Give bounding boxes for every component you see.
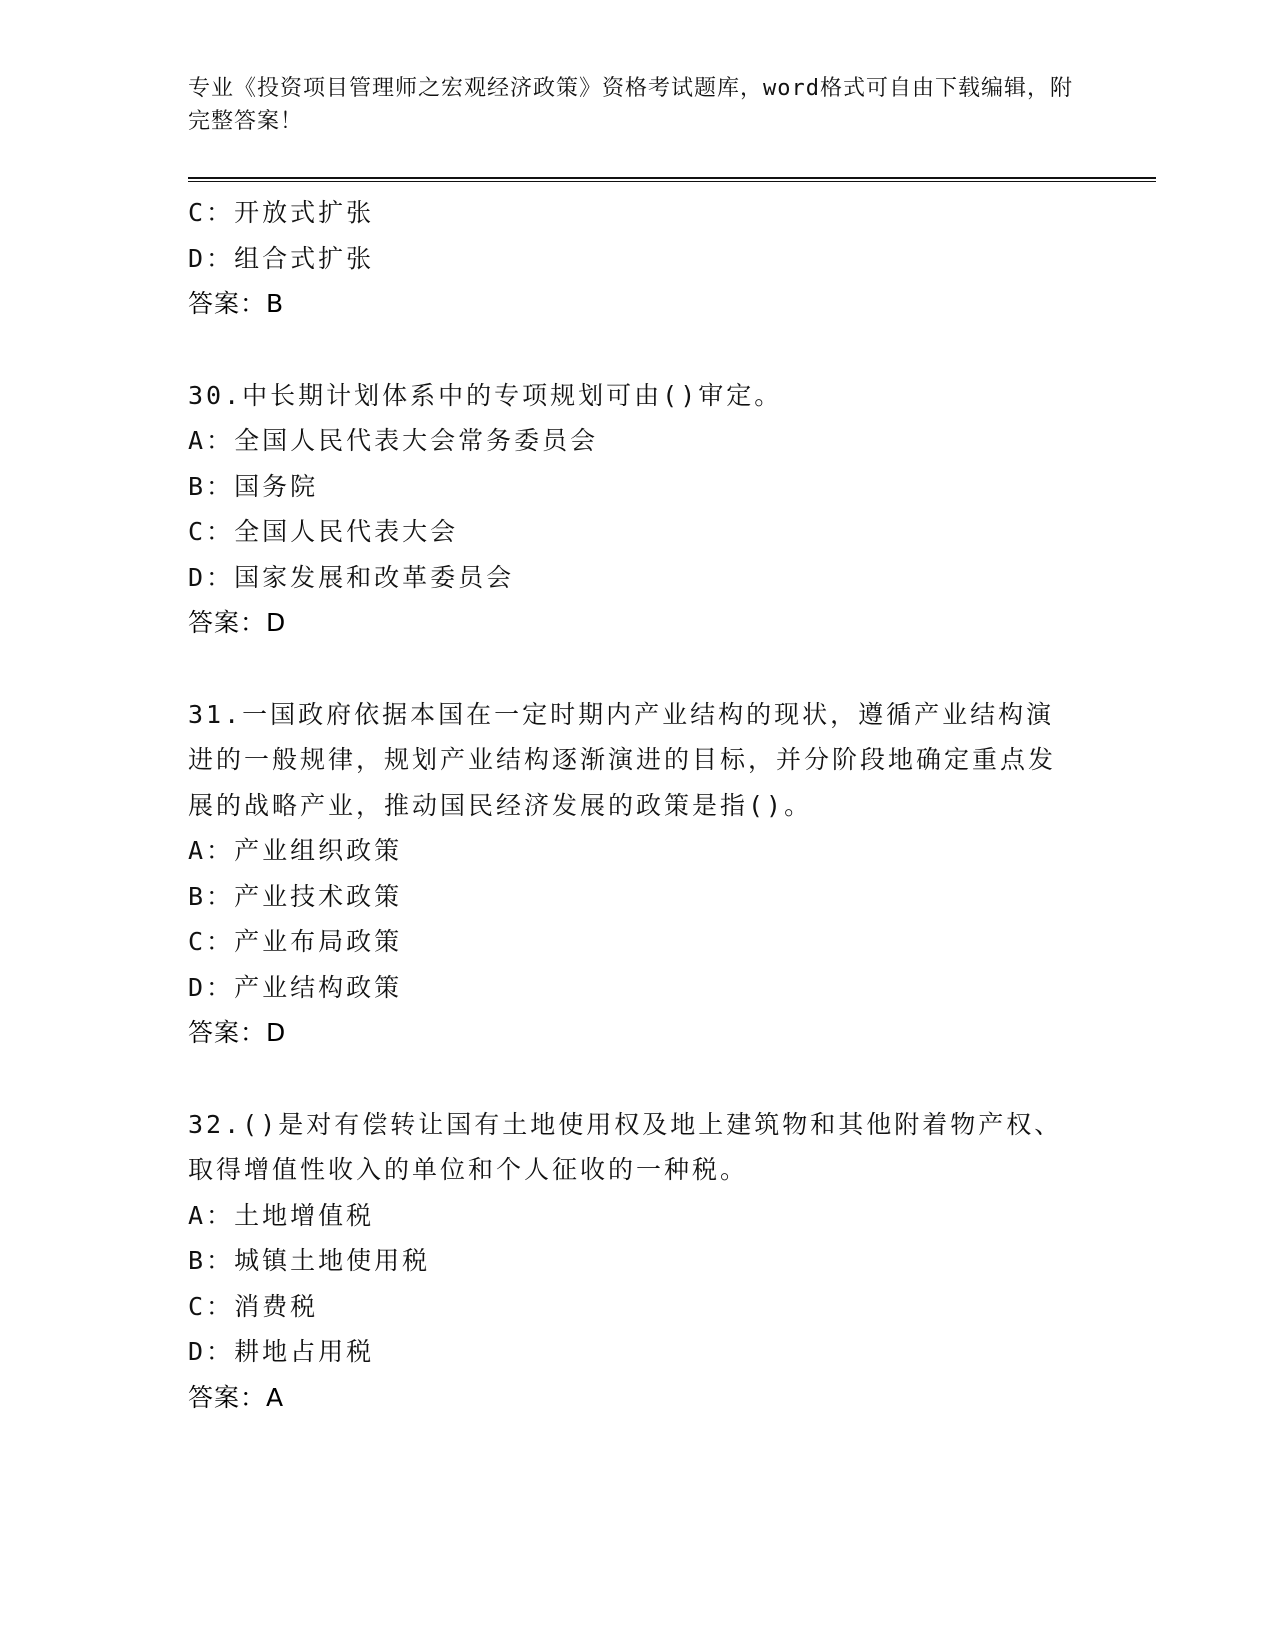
question-stem: 32.()是对有偿转让国有土地使用权及地上建筑物和其他附着物产权、取得增值性收入的单位和个人征收的一种税。 — [188, 1109, 1063, 1184]
option-letter: C： — [188, 927, 235, 956]
option-a — [188, 828, 1088, 874]
answer-line: 答案：D — [188, 608, 287, 637]
option-letter: D： — [188, 972, 235, 1002]
option-b — [188, 464, 1088, 510]
option-letter: D： — [188, 562, 235, 592]
option-c — [188, 509, 1088, 555]
option-b — [188, 1238, 1088, 1284]
option-letter: C： — [188, 198, 235, 227]
option-letter: B： — [188, 881, 235, 911]
option-text: 国务院 — [234, 471, 319, 501]
option-c — [188, 1284, 1088, 1330]
header-divider — [188, 177, 1156, 182]
option-c — [188, 190, 1088, 236]
option-text: 产业结构政策 — [234, 972, 403, 1002]
question-stem: 30.中长期计划体系中的专项规划可由()审定。 — [188, 380, 783, 410]
option-a — [188, 1193, 1088, 1239]
spacer — [188, 1056, 1088, 1102]
option-d — [188, 1329, 1088, 1375]
option-text: 产业布局政策 — [234, 927, 403, 956]
option-a — [188, 418, 1088, 464]
option-text: 开放式扩张 — [234, 198, 375, 227]
option-letter: D： — [188, 1337, 235, 1366]
question-30 — [188, 373, 1088, 646]
option-letter: B： — [188, 1246, 235, 1275]
option-text: 组合式扩张 — [234, 243, 375, 273]
question-31 — [188, 692, 1088, 1056]
question-list — [188, 190, 1088, 1420]
option-text: 全国人民代表大会 — [234, 517, 459, 546]
answer-line: 答案：D — [188, 1018, 287, 1047]
page-header: 专业《投资项目管理师之宏观经济政策》资格考试题库，word格式可自由下载编辑，附完整答案！ — [188, 76, 1073, 134]
option-text: 产业技术政策 — [234, 881, 403, 911]
question-stem: 31.一国政府依据本国在一定时期内产业结构的现状，遵循产业结构演进的一般规律，规划产业结构逐渐演进的目标，并分阶段地确定重点发展的战略产业，推动国民经济发展的政策是指()。 — [188, 699, 1057, 820]
option-b — [188, 874, 1088, 920]
option-text: 土地增值税 — [234, 1200, 375, 1230]
spacer — [188, 327, 1088, 373]
option-text: 全国人民代表大会常务委员会 — [234, 426, 599, 455]
option-letter: D： — [188, 243, 235, 273]
option-d — [188, 555, 1088, 601]
answer-line: 答案：A — [188, 1382, 285, 1412]
option-d — [188, 965, 1088, 1011]
option-letter: C： — [188, 1291, 235, 1321]
option-text: 消费税 — [234, 1291, 319, 1321]
option-letter: B： — [188, 471, 235, 501]
option-letter: A： — [188, 426, 235, 455]
option-text: 产业组织政策 — [234, 836, 403, 865]
option-letter: A： — [188, 836, 235, 865]
answer-line: 答案：B — [188, 289, 285, 318]
option-text: 耕地占用税 — [234, 1337, 375, 1366]
option-letter: C： — [188, 517, 235, 546]
option-letter: A： — [188, 1200, 235, 1230]
question-32 — [188, 1102, 1088, 1421]
prev-question-block — [188, 190, 1088, 327]
option-d — [188, 236, 1088, 282]
spacer — [188, 646, 1088, 692]
option-text: 城镇土地使用税 — [234, 1246, 431, 1275]
option-text: 国家发展和改革委员会 — [234, 562, 515, 592]
option-c — [188, 919, 1088, 965]
